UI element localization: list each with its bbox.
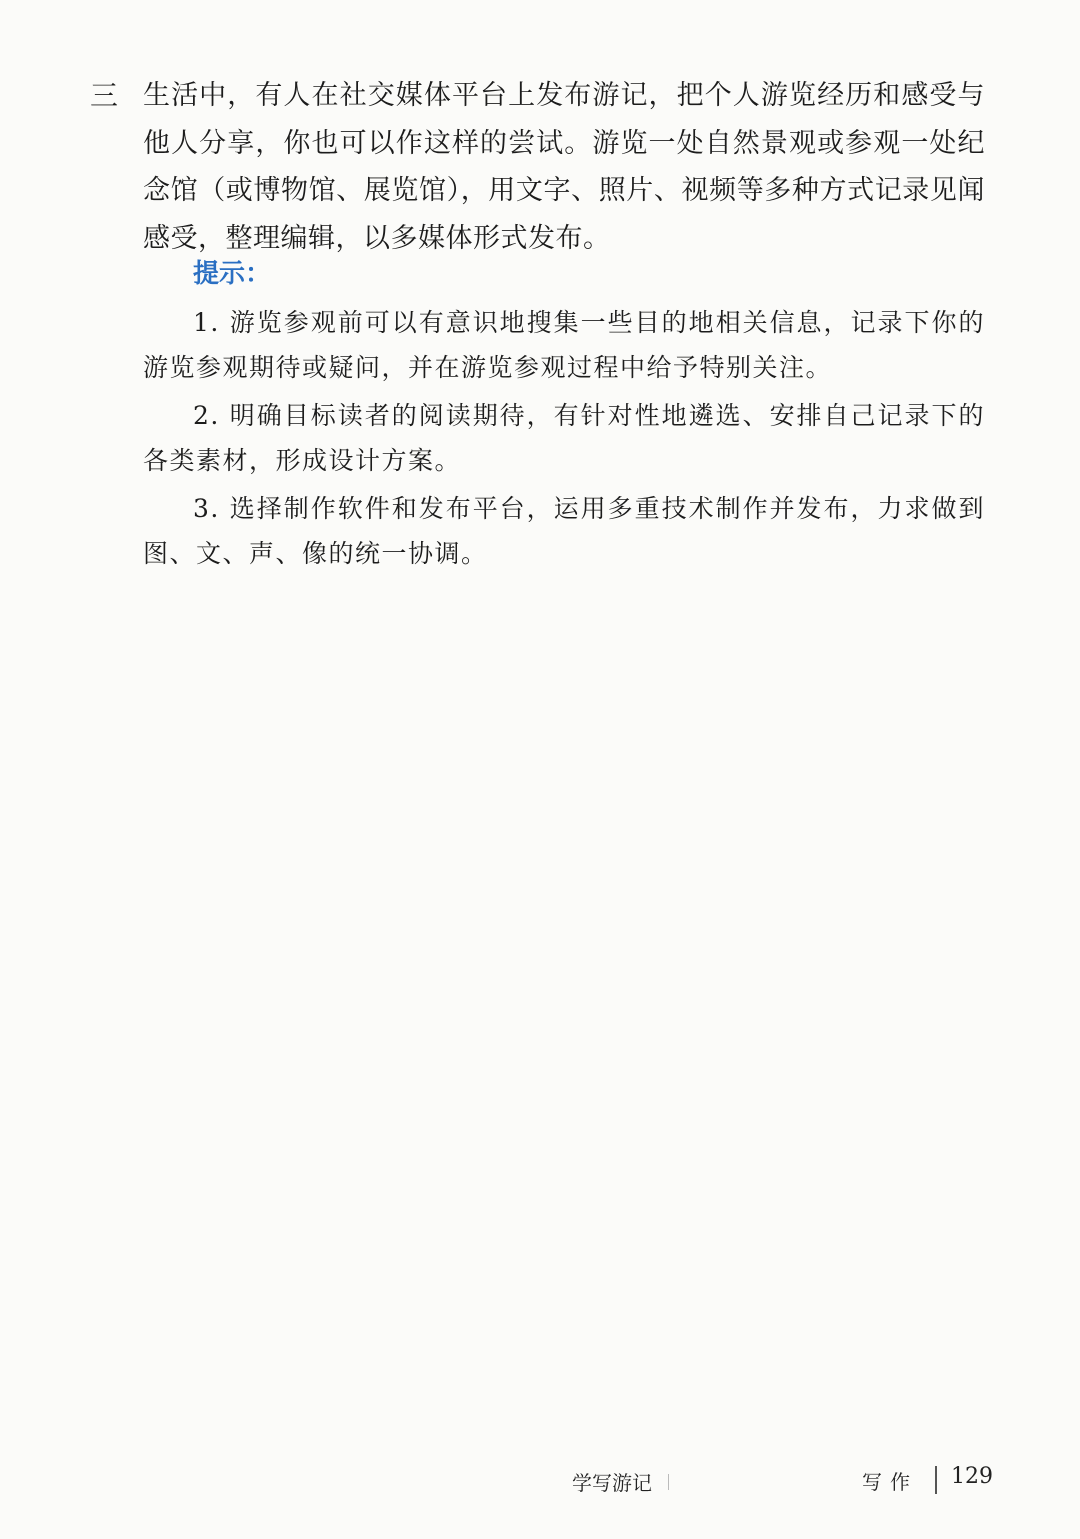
unit-title: 学写游记 <box>572 1471 652 1495</box>
footer-divider <box>935 1466 937 1494</box>
task-number: 三 <box>90 79 119 112</box>
hint-list <box>143 300 985 576</box>
page-number: 129 <box>951 1464 993 1489</box>
hint-item-2: 2. 明确目标读者的阅读期待，有针对性地遴选、安排自己记录下的各类素材，形成设计方案。 <box>143 401 985 475</box>
section-label: 写作 <box>862 1470 918 1494</box>
hint-title: 提示： <box>193 259 272 289</box>
hint-item-3: 3. 选择制作软件和发布平台，运用多重技术制作并发布，力求做到图、文、声、像的统一协调。 <box>143 494 985 568</box>
footer-tick <box>668 1474 669 1490</box>
task-text: 生活中，有人在社交媒体平台上发布游记，把个人游览经历和感受与他人分享，你也可以作这样的尝试。游览一处自然景观或参观一处纪念馆（或博物馆、展览馆），用文字、照片、视频等多种方式记录见闻感受，整理编辑，以多媒体形式发布。 <box>143 80 985 254</box>
hint-item-1: 1. 游览参观前可以有意识地搜集一些目的地相关信息，记录下你的游览参观期待或疑问，并在游览参观过程中给予特别关注。 <box>143 308 985 382</box>
